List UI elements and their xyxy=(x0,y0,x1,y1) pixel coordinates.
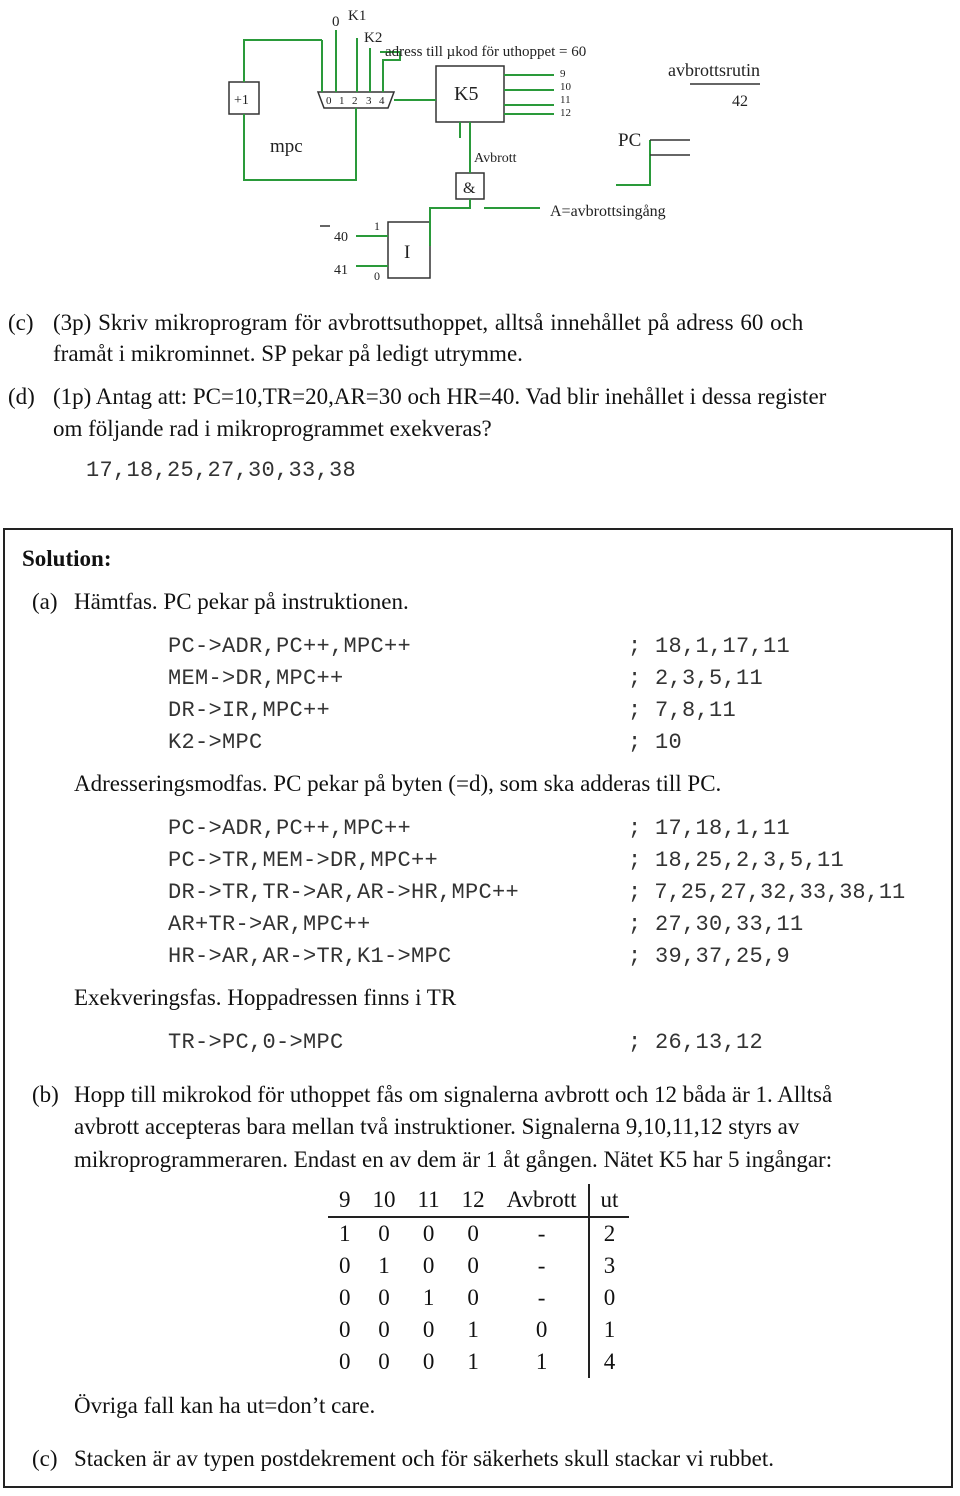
table-cell: 0 xyxy=(378,1349,390,1374)
diag-mpc: mpc xyxy=(270,136,303,157)
diag-a-signal: A=avbrottsingång xyxy=(550,203,666,220)
table-cell: 1 xyxy=(378,1253,390,1278)
fetch-code-line: DR->IR,MPC++ xyxy=(168,698,331,723)
solution-c-text: Stacken är av typen postdekrement och för säkerhets skull stackar vi rubbet. xyxy=(74,1446,774,1471)
table-row xyxy=(328,1250,629,1282)
solution-c-label: (c) xyxy=(32,1446,58,1471)
diag-zero: 0 xyxy=(332,14,340,30)
diag-adress: adress till µkod för uthoppet = 60 xyxy=(385,44,587,60)
fetch-code-line: K2->MPC xyxy=(168,730,263,755)
table-cell: 0 xyxy=(467,1285,479,1310)
question-d-label: (d) xyxy=(8,384,35,409)
solution-b-after: Övriga fall kan ha ut=don’t care. xyxy=(74,1393,376,1418)
circuit-diagram xyxy=(0,0,960,290)
diag-avbrottsrutin: avbrottsrutin xyxy=(668,60,760,80)
diag-k5-in-12: 12 xyxy=(560,107,571,119)
addressing-intro: Adresseringsmodfas. PC pekar på byten (=d), som ska adderas till PC. xyxy=(74,771,722,796)
table-cell: 1 xyxy=(589,1314,630,1346)
table-cell: 0 xyxy=(378,1221,390,1246)
table-cell: 0 xyxy=(339,1317,351,1342)
table-header-row xyxy=(328,1184,629,1217)
table-cell: 1 xyxy=(422,1285,435,1310)
question-c-label: (c) xyxy=(8,310,34,335)
diag-avbrottsrutin-value: 42 xyxy=(732,93,748,110)
solution-a-label: (a) xyxy=(32,589,58,614)
question-d-code: 17,18,25,27,30,33,38 xyxy=(86,458,357,483)
table-cell: 1 xyxy=(467,1349,479,1374)
table-cell: 0 xyxy=(589,1282,630,1314)
diag-and: & xyxy=(463,180,476,197)
diag-plus1: +1 xyxy=(234,93,249,108)
diag-mux-in-1: 1 xyxy=(339,95,345,107)
addr-code-signals: ; 17,18,1,11 xyxy=(628,816,791,841)
diag-k5-in-11: 11 xyxy=(560,94,571,106)
table-row xyxy=(328,1314,629,1346)
addr-code-line: PC->ADR,PC++,MPC++ xyxy=(168,816,412,841)
addr-code-line: PC->TR,MEM->DR,MPC++ xyxy=(168,848,439,873)
addr-code-line: HR->AR,AR->TR,K1->MPC xyxy=(168,944,452,969)
k5-truth-table xyxy=(328,1184,629,1378)
diag-pc: PC xyxy=(618,130,642,151)
diag-ff-label: I xyxy=(404,242,411,263)
diag-ff-in0: 0 xyxy=(374,269,380,283)
table-header: 11 xyxy=(407,1184,451,1217)
addr-code-signals: ; 27,30,33,11 xyxy=(628,912,804,937)
solution-a-intro: Hämtfas. PC pekar på instruktionen. xyxy=(74,589,409,614)
addr-code-signals: ; 18,25,2,3,5,11 xyxy=(628,848,845,873)
diag-mux-in-2: 2 xyxy=(352,95,358,107)
question-c-line2: framåt i mikrominnet. SP pekar på ledigt utrymme. xyxy=(53,341,523,366)
table-cell: 0 xyxy=(339,1253,351,1278)
table-cell: 1 xyxy=(339,1221,351,1246)
table-cell: 0 xyxy=(467,1221,479,1246)
addr-code-signals: ; 7,25,27,32,33,38,11 xyxy=(628,880,906,905)
table-cell: 0 xyxy=(378,1285,390,1310)
solution-b-line2: avbrott accepteras bara mellan två instruktioner. Signalerna 9,10,11,12 styrs av xyxy=(74,1114,800,1139)
table-row xyxy=(328,1217,629,1250)
table-cell: 0 xyxy=(422,1349,435,1374)
table-header: 10 xyxy=(362,1184,407,1217)
fetch-code-signals: ; 10 xyxy=(628,730,683,755)
fetch-code-line: PC->ADR,PC++,MPC++ xyxy=(168,634,412,659)
diag-k1: K1 xyxy=(348,8,367,24)
table-cell: - xyxy=(537,1285,546,1310)
table-cell: 1 xyxy=(535,1349,548,1374)
table-cell: 0 xyxy=(339,1349,351,1374)
solution-b-line1: Hopp till mikrokod för uthoppet fås om signalerna avbrott och 12 båda är 1. Alltså xyxy=(74,1082,833,1107)
table-cell: 0 xyxy=(467,1253,479,1278)
table-header: Avbrott xyxy=(496,1184,589,1217)
diag-k5-in-9: 9 xyxy=(560,68,566,80)
diag-avbrott: Avbrott xyxy=(474,151,517,166)
table-cell: 0 xyxy=(535,1317,548,1342)
addr-code-signals: ; 39,37,25,9 xyxy=(628,944,791,969)
table-cell: 1 xyxy=(467,1317,479,1342)
question-d-line1: (1p) Antag att: PC=10,TR=20,AR=30 och HR=40. Vad blir inehållet i dessa register xyxy=(53,384,827,409)
table-cell: 2 xyxy=(589,1217,630,1250)
table-header: 9 xyxy=(328,1184,362,1217)
diag-mux-in-0: 0 xyxy=(326,95,332,107)
fetch-code-signals: ; 7,8,11 xyxy=(628,698,737,723)
table-cell: 4 xyxy=(589,1346,630,1378)
exec-code-line: TR->PC,0->MPC xyxy=(168,1030,344,1055)
diag-ff-41: 41 xyxy=(334,263,348,278)
question-c-line1: (3p) Skriv mikroprogram för avbrottsuthoppet, alltså innehållet på adress 60 och xyxy=(53,310,804,335)
diag-mux-in-4: 4 xyxy=(379,95,385,107)
table-cell: - xyxy=(537,1253,546,1278)
question-d-line2: om följande rad i mikroprogrammet exekveras? xyxy=(53,416,492,441)
diag-ff-in1: 1 xyxy=(374,219,380,233)
addr-code-line: AR+TR->AR,MPC++ xyxy=(168,912,371,937)
diag-k5-in-10: 10 xyxy=(560,81,571,93)
addr-code-line: DR->TR,TR->AR,AR->HR,MPC++ xyxy=(168,880,520,905)
execution-intro: Exekveringsfas. Hoppadressen finns i TR xyxy=(74,985,457,1010)
table-row xyxy=(328,1282,629,1314)
table-cell: 0 xyxy=(422,1317,435,1342)
table-cell: 0 xyxy=(422,1253,435,1278)
table-cell: 0 xyxy=(339,1285,351,1310)
diag-mux-in-3: 3 xyxy=(366,95,372,107)
table-cell: 3 xyxy=(589,1250,630,1282)
fetch-code-line: MEM->DR,MPC++ xyxy=(168,666,344,691)
table-cell: 0 xyxy=(422,1221,435,1246)
solution-b-label: (b) xyxy=(32,1082,59,1107)
fetch-code-signals: ; 18,1,17,11 xyxy=(628,634,791,659)
table-cell: 0 xyxy=(378,1317,390,1342)
fetch-code-signals: ; 2,3,5,11 xyxy=(628,666,764,691)
solution-b-line3: mikroprogrammeraren. Endast en av dem är 1 åt gången. Nätet K5 har 5 ingångar: xyxy=(74,1147,833,1172)
diag-ff-40: 40 xyxy=(334,230,348,245)
table-cell: - xyxy=(537,1221,546,1246)
table-header: ut xyxy=(589,1184,630,1217)
solution-heading: Solution: xyxy=(22,546,112,571)
diag-k2: K2 xyxy=(364,30,383,46)
exec-code-signals: ; 26,13,12 xyxy=(628,1030,764,1055)
table-header: 12 xyxy=(451,1184,496,1217)
table-row xyxy=(328,1346,629,1378)
diag-k5: K5 xyxy=(454,83,479,105)
